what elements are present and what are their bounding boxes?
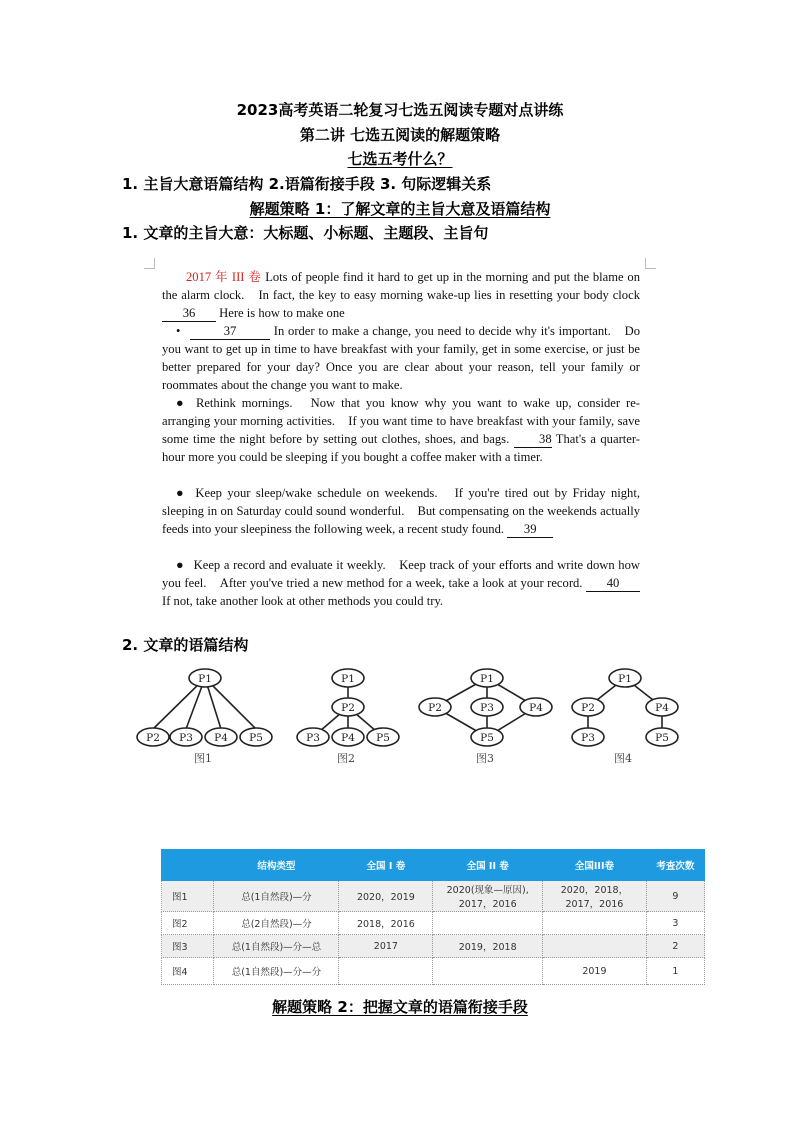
diagram-node-label: P1 [618,673,632,685]
table-cell: 2020，2019 [339,881,433,912]
crop-mark [645,258,656,269]
diagram-node-label: P5 [480,732,494,744]
diagram-node-label: P4 [655,702,669,714]
paragraph-text: If not, take another look at other methods you could try. [162,594,444,608]
table-row [162,881,705,912]
passage-paragraph-2 [162,322,640,394]
table-cell: 图1 [162,881,214,912]
paragraph-text: In order to make a change, you need to decide why it's important. Do you want to get up in time to have breakfast with your family, get in some exercise, or just be better prepared for your day? Once you are clear about your reason, tell your family or roommates about the change you want to make. [162,324,640,392]
paragraph-text: Rethink mornings. Now that you know why you want to wake up, consider re-arranging your morning activities. If you want time to have breakfast with your family, save some time the night before by setting out clothes, shoes, and bags. [162,396,640,446]
exam-tag: 2017 年 III 卷 [186,270,262,284]
strategy2-heading-text: 解题策略 2：把握文章的语篇衔接手段 [272,998,528,1016]
table-cell [543,935,647,958]
crop-mark [144,258,155,269]
table-header-row [162,850,705,881]
passage-paragraph-1 [162,268,640,322]
structure-heading: 2. 文章的语篇结构 [122,636,249,654]
diagram-node-label: P4 [341,732,355,744]
diagram-node-label: P3 [480,702,494,714]
table-cell: 2020(现象—原因), 2017，2016 [433,881,543,912]
exam-points: 1. 主旨大意语篇结构 2.语篇衔接手段 3. 句际逻辑关系 [122,175,492,193]
diagram-caption: 图2 [337,752,355,765]
passage-paragraph-3 [162,394,640,466]
table-row [162,958,705,985]
table-header: 全国III卷 [543,850,647,881]
blank-38: 38 [514,432,552,448]
table-cell: 图2 [162,912,214,935]
diagram-node-label: P4 [529,702,543,714]
question-text: 七选五考什么？ [347,150,453,168]
diagram-node-label: P5 [655,732,669,744]
table-cell [433,912,543,935]
table-cell: 9 [646,881,704,912]
strategy1-heading [0,198,800,219]
diagram-node-label: P2 [341,702,355,714]
diagram-node-label: P2 [428,702,442,714]
diagram-caption: 图3 [476,752,494,765]
structure-table [161,849,705,985]
diagram-node-label: P5 [249,732,263,744]
document-title: 2023高考英语二轮复习七选五阅读专题对点讲练 [236,101,564,119]
table-row [162,912,705,935]
bullet-icon: ● [176,486,184,500]
table-cell: 2018，2016 [339,912,433,935]
table-row [162,935,705,958]
table-cell [339,958,433,985]
strategy1-heading-text: 解题策略 1：了解文章的主旨大意及语篇结构 [249,200,551,218]
strategy2-heading [0,996,800,1017]
diagram-node-label: P2 [581,702,595,714]
table-cell: 图4 [162,958,214,985]
table-cell [543,912,647,935]
table-cell: 总(2自然段)—分 [214,912,339,935]
table-cell: 2017 [339,935,433,958]
diagram-node-label: P3 [306,732,320,744]
table-header: 考查次数 [646,850,704,881]
paragraph-text: That's a quarter-hour more you could be sleeping if you bought a coffee maker with a timer. [162,432,640,464]
table-cell: 3 [646,912,704,935]
blank-37: 37 [190,324,270,340]
passage-paragraph-4 [162,484,640,538]
blank-39: 39 [507,522,553,538]
diagram-node-label: P5 [376,732,390,744]
paragraph-text: Lots of people find it hard to get up in the morning and put the blame on the alarm clock. In fact, the key to easy morning wake-up lies in resetting your body clock [162,270,640,302]
section-question [0,148,800,169]
blank-40: 40 [586,576,640,592]
diagram-node-label: P1 [480,673,494,685]
table-cell: 图3 [162,935,214,958]
table-cell: 总(1自然段)—分—分 [214,958,339,985]
lecture-subtitle: 第二讲 七选五阅读的解题策略 [299,126,501,144]
bullet-icon: ● [176,558,184,572]
table-header [162,850,214,881]
paragraph-text: Keep a record and evaluate it weekly. Keep track of your efforts and write down how you feel. After you've tried a new method for a week, take a look at your record. [162,558,640,590]
table-cell: 总(1自然段)—分—总 [214,935,339,958]
paragraph-text: Here is how to make one [219,306,345,320]
diagram-node-label: P3 [581,732,595,744]
table-cell: 1 [646,958,704,985]
bullet-icon: • [176,324,181,338]
diagram-node-label: P3 [179,732,193,744]
table-cell: 2 [646,935,704,958]
paragraph-text: Keep your sleep/wake schedule on weekends. If you're tired out by Friday night, sleeping in on Saturday could sound wonderful. But compensating on the weekends actually feeds into your sleepiness the following week, a recent study found. [162,486,640,536]
structure-diagrams [130,662,690,772]
table-header: 全国 I 卷 [339,850,433,881]
bullet-icon: ● [176,396,184,410]
table-cell: 2020，2018， 2017，2016 [543,881,647,912]
diagram-caption: 图1 [194,752,212,765]
table-header: 结构类型 [214,850,339,881]
diagram-node-label: P2 [146,732,160,744]
table-cell: 2019 [543,958,647,985]
blank-36: 36 [162,306,216,322]
table-cell [433,958,543,985]
table-cell: 总(1自然段)—分 [214,881,339,912]
table-cell: 2019，2018 [433,935,543,958]
diagram-node-label: P4 [214,732,228,744]
passage-paragraph-5 [162,556,640,610]
reading-passage [144,258,656,614]
diagram-caption: 图4 [614,752,632,765]
table-header: 全国 II 卷 [433,850,543,881]
diagram-node-label: P1 [198,673,212,685]
main-idea-item: 1. 文章的主旨大意：大标题、小标题、主题段、主旨句 [122,224,489,242]
diagram-node-label: P1 [341,673,355,685]
